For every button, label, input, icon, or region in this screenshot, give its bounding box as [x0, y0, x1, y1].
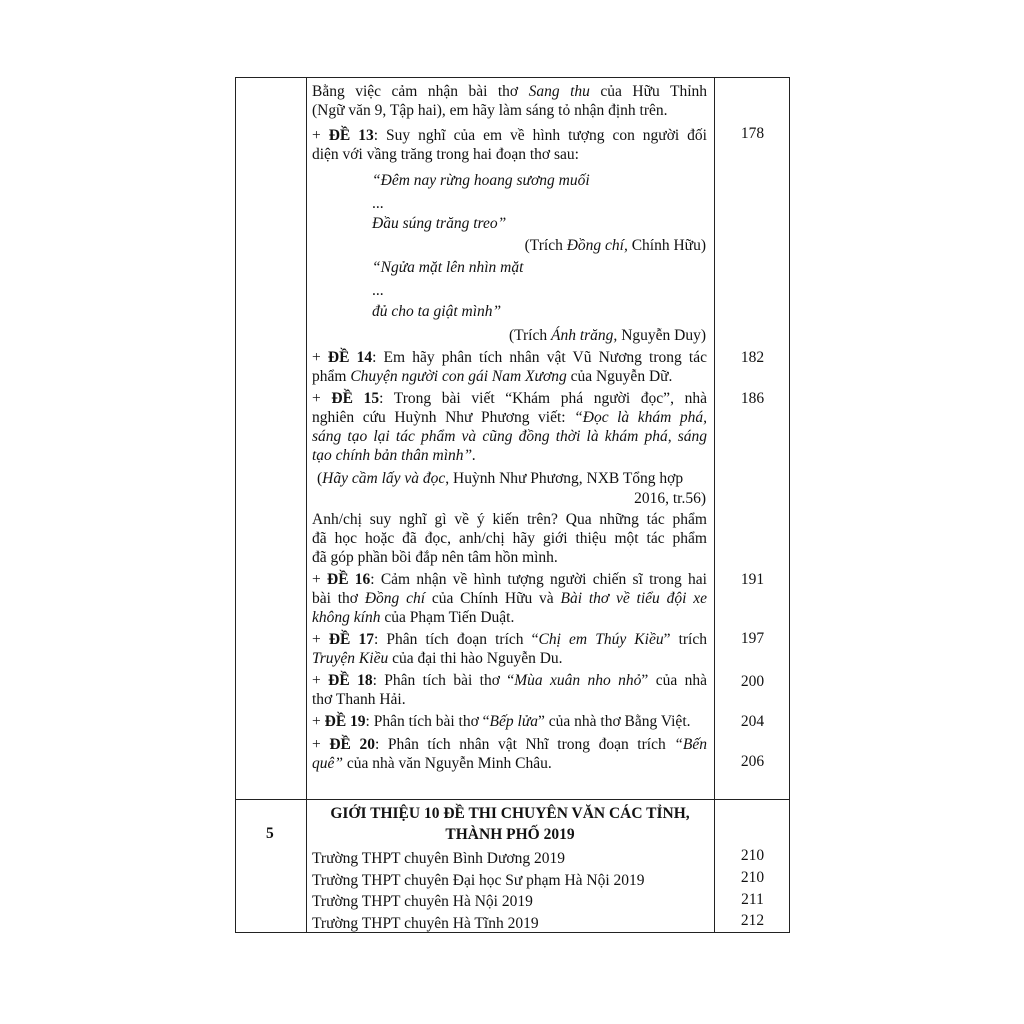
- list-item: Trường THPT chuyên Đại học Sư phạm Hà Nội 2019: [312, 872, 645, 889]
- poem-line: đủ cho ta giật mình”: [372, 303, 502, 320]
- de16-paragraph: [312, 570, 707, 627]
- page-number: 200: [740, 673, 765, 690]
- de14-line-2: phẩm Chuyện người con gái Nam Xương của Nguyễn Dữ.: [312, 368, 673, 385]
- de15-line-3: sáng tạo lại tác phẩm và cũng đồng thời là khám phá, sáng: [312, 428, 707, 445]
- question-line-2: đã học hoặc đã đọc, anh/chị hãy giới thiệu một tác phẩm: [312, 530, 707, 547]
- poem-source: (Trích Đồng chí, Chính Hữu): [524, 237, 706, 254]
- de15-line-1: + ĐỀ 15: Trong bài viết “Khám phá người đọc”, nhà: [312, 390, 707, 407]
- de15-source: (Hãy cầm lấy và đọc, Huỳnh Như Phương, NXB Tổng hợp: [317, 470, 684, 487]
- de15-line-2: nghiên cứu Huỳnh Như Phương viết: “Đọc là khám phá,: [312, 409, 707, 426]
- page-number: 178: [740, 125, 765, 142]
- row-divider: [236, 799, 789, 800]
- de20-line-2: quê” của nhà văn Nguyễn Minh Châu.: [312, 755, 552, 772]
- poem-source: (Trích Ánh trăng, Nguyễn Duy): [508, 327, 706, 344]
- section-number: 5: [266, 825, 274, 842]
- intro-paragraph: [312, 82, 707, 120]
- poem-line: “Đêm nay rừng hoang sương muối: [372, 172, 590, 189]
- question-paragraph: [312, 510, 707, 567]
- de13-paragraph: [312, 126, 707, 164]
- de13-line-2: diện với vầng trăng trong hai đoạn thơ sau:: [312, 146, 579, 163]
- de17-line-1: + ĐỀ 17: Phân tích đoạn trích “Chị em Thúy Kiều” trích: [312, 631, 707, 648]
- de14-paragraph: [312, 348, 707, 386]
- de15-line-4: tạo chính bản thân mình”.: [312, 447, 477, 464]
- intro-line-2: (Ngữ văn 9, Tập hai), em hãy làm sáng tỏ nhận định trên.: [312, 102, 668, 119]
- de20-paragraph: [312, 735, 707, 773]
- page-number: 206: [740, 753, 765, 770]
- page-number: 197: [740, 630, 765, 647]
- page-number: 204: [740, 713, 765, 730]
- poem-ellipsis: ...: [372, 282, 384, 299]
- de16-line-2: bài thơ Đồng chí của Chính Hữu và Bài thơ về tiểu đội xe: [312, 590, 707, 607]
- question-line-3: đã góp phần bồi đắp nên tâm hồn mình.: [312, 549, 558, 566]
- list-item: Trường THPT chuyên Hà Tĩnh 2019: [312, 915, 539, 932]
- list-item: Trường THPT chuyên Hà Nội 2019: [312, 893, 533, 910]
- de15-source-2: 2016, tr.56): [634, 490, 706, 507]
- de19-paragraph: + ĐỀ 19: Phân tích bài thơ “Bếp lửa” của nhà thơ Bằng Việt.: [312, 713, 691, 730]
- de18-line-2: thơ Thanh Hải.: [312, 691, 406, 708]
- page-number: 186: [740, 390, 765, 407]
- de20-line-1: + ĐỀ 20: Phân tích nhân vật Nhĩ trong đoạn trích “Bến: [312, 736, 707, 753]
- de16-line-3: không kính của Phạm Tiến Duật.: [312, 609, 515, 626]
- page-number: 210: [740, 869, 765, 886]
- page-number: 182: [740, 349, 765, 366]
- list-item: Trường THPT chuyên Bình Dương 2019: [312, 850, 565, 867]
- de17-line-2: Truyện Kiều của đại thi hào Nguyễn Du.: [312, 650, 563, 667]
- de14-line-1: + ĐỀ 14: Em hãy phân tích nhân vật Vũ Nương trong tác: [312, 349, 707, 366]
- de16-line-1: + ĐỀ 16: Cảm nhận về hình tượng người chiến sĩ trong hai: [312, 571, 707, 588]
- section-title-line-2: THÀNH PHỐ 2019: [445, 826, 575, 843]
- de17-paragraph: [312, 630, 707, 668]
- page-number: 191: [740, 571, 765, 588]
- poem-line: “Ngửa mặt lên nhìn mặt: [372, 259, 524, 276]
- de18-line-1: + ĐỀ 18: Phân tích bài thơ “Mùa xuân nho nhỏ” của nhà: [312, 672, 707, 689]
- poem-ellipsis: ...: [372, 195, 384, 212]
- page-number: 211: [741, 891, 764, 908]
- page-number: 212: [740, 912, 765, 929]
- section-title-line-1: GIỚI THIỆU 10 ĐỀ THI CHUYÊN VĂN CÁC TỈNH,: [330, 805, 690, 822]
- page-number: 210: [740, 847, 765, 864]
- poem-line: Đầu súng trăng treo”: [372, 215, 507, 232]
- question-line-1: Anh/chị suy nghĩ gì về ý kiến trên? Qua những tác phẩm: [312, 511, 707, 528]
- intro-line-1: Bằng việc cảm nhận bài thơ Sang thu của Hữu Thỉnh: [312, 83, 708, 100]
- de18-paragraph: [312, 671, 707, 709]
- de15-paragraph: [312, 389, 707, 465]
- de13-line-1: + ĐỀ 13: Suy nghĩ của em về hình tượng con người đối: [312, 127, 707, 144]
